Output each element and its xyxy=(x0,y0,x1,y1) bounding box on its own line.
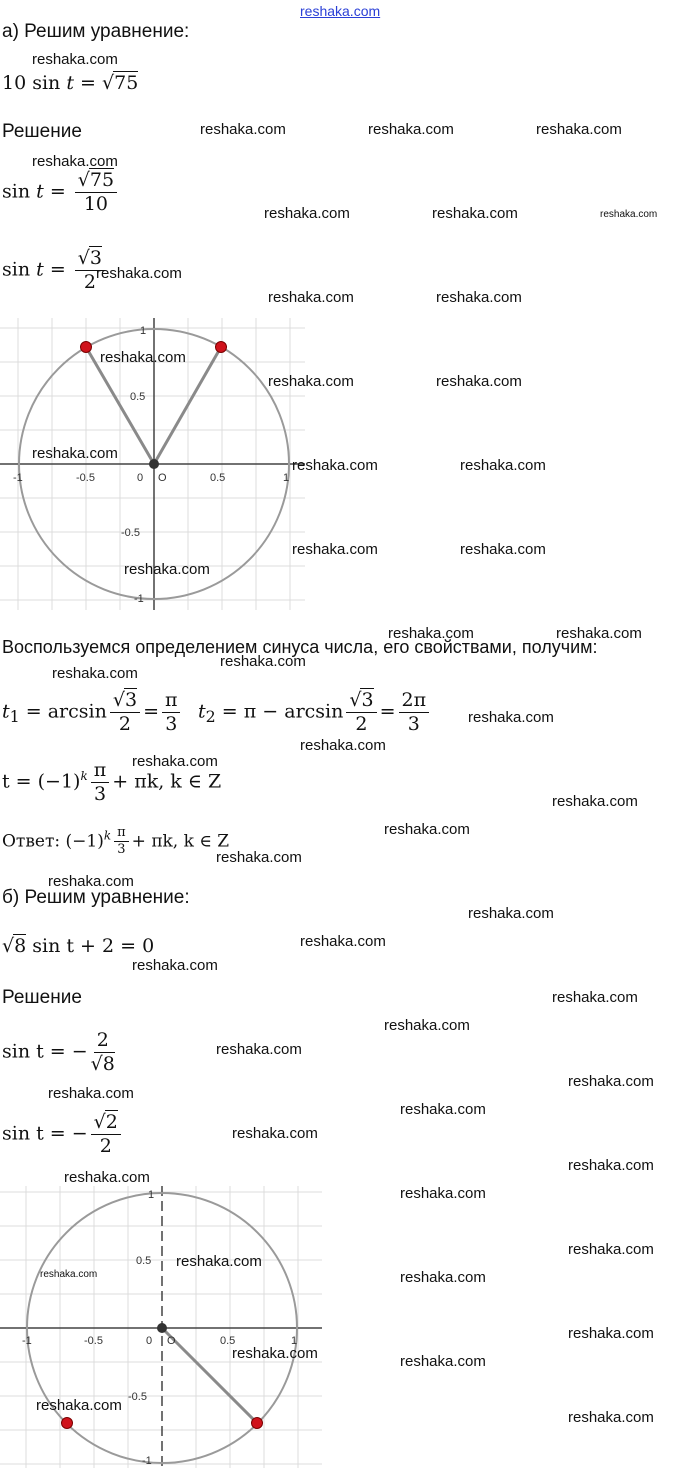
y-tick-a-05: 0.5 xyxy=(130,391,146,403)
x-tick-a-0: 0 xyxy=(137,472,144,484)
x-tick-b-1: 1 xyxy=(291,1335,298,1347)
part-a-step2: sin t = $\frac{√3}{2}$ xyxy=(2,248,108,293)
x-tick-a-05: 0.5 xyxy=(210,472,226,484)
watermark: reshaka.com xyxy=(100,349,186,366)
watermark: reshaka.com xyxy=(568,1325,654,1342)
watermark: reshaka.com xyxy=(400,1353,486,1370)
watermark: reshaka.com xyxy=(96,265,182,282)
watermark: reshaka.com xyxy=(436,289,522,306)
watermark: reshaka.com xyxy=(132,753,218,770)
definition-text: Воспользуемся определением синуса числа, его свойствами, получим: xyxy=(2,637,598,657)
watermark: reshaka.com xyxy=(460,457,546,474)
y-tick-b-1: 1 xyxy=(148,1189,155,1201)
watermark: reshaka.com xyxy=(40,1269,98,1280)
y-tick-b-neg1: -1 xyxy=(142,1455,152,1467)
general-solution: $t = (-1)^k$ $\frac{\pi}{3}$ + πk, k ∈ Z xyxy=(2,759,222,805)
watermark: reshaka.com xyxy=(568,1073,654,1090)
watermark: reshaka.com xyxy=(32,51,118,68)
y-tick-a-neg05: -0.5 xyxy=(121,527,140,539)
watermark: reshaka.com xyxy=(48,873,134,890)
watermark: reshaka.com xyxy=(32,445,118,462)
watermark: reshaka.com xyxy=(400,1185,486,1202)
watermark: reshaka.com xyxy=(64,1169,150,1186)
watermark: reshaka.com xyxy=(384,1017,470,1034)
y-tick-a-neg1: -1 xyxy=(134,593,144,605)
x-tick-a-neg1: -1 xyxy=(13,472,23,484)
watermark: reshaka.com xyxy=(536,121,622,138)
watermark: reshaka.com xyxy=(220,653,306,670)
watermark: reshaka.com xyxy=(436,373,522,390)
y-tick-b-05: 0.5 xyxy=(136,1255,152,1267)
x-tick-b-neg1: -1 xyxy=(22,1335,32,1347)
watermark: reshaka.com xyxy=(552,793,638,810)
y-tick-a-1: 1 xyxy=(140,325,147,337)
part-b-solution-label: Решение xyxy=(2,987,82,1008)
watermark: reshaka.com xyxy=(432,205,518,222)
t2-formula: $t_2 = \pi - \arcsin$ $\frac{√3}{2}$ = $\frac{2\pi}{3}$ xyxy=(198,690,432,735)
watermark: reshaka.com xyxy=(568,1409,654,1426)
watermark: reshaka.com xyxy=(568,1241,654,1258)
part-a-step1: sin t = $\frac{√75}{10}$ xyxy=(2,170,120,215)
watermark: reshaka.com xyxy=(300,737,386,754)
x-tick-a-neg05: -0.5 xyxy=(76,472,95,484)
watermark: reshaka.com xyxy=(216,1041,302,1058)
watermark: reshaka.com xyxy=(32,153,118,170)
watermark: reshaka.com xyxy=(568,1157,654,1174)
x-tick-b-neg05: -0.5 xyxy=(84,1335,103,1347)
watermark: reshaka.com xyxy=(400,1101,486,1118)
watermark: reshaka.com xyxy=(600,209,658,220)
watermark: reshaka.com xyxy=(468,905,554,922)
site-link-top[interactable]: reshaka.com xyxy=(300,3,381,19)
part-b-heading: б) Решим уравнение: xyxy=(2,887,190,908)
origin-label-a: O xyxy=(158,472,167,484)
watermark: reshaka.com xyxy=(36,1397,122,1414)
watermark: reshaka.com xyxy=(124,561,210,578)
watermark: reshaka.com xyxy=(300,933,386,950)
unit-circle-chart-b xyxy=(0,1186,322,1468)
watermark: reshaka.com xyxy=(400,1269,486,1286)
y-tick-b-neg05: -0.5 xyxy=(128,1391,147,1403)
part-b-step2: sin t = − $\frac{√2}{2}$ xyxy=(2,1112,124,1157)
watermark: reshaka.com xyxy=(384,821,470,838)
watermark: reshaka.com xyxy=(388,625,474,642)
part-a-solution-label: Решение xyxy=(2,121,82,142)
watermark: reshaka.com xyxy=(552,989,638,1006)
watermark: reshaka.com xyxy=(52,665,138,682)
watermark: reshaka.com xyxy=(48,1085,134,1102)
watermark: reshaka.com xyxy=(268,289,354,306)
watermark: reshaka.com xyxy=(556,625,642,642)
answer-a: Ответ: $(-1)^k$ $\frac{\pi}{3}$ + πk, k ∈ Z xyxy=(2,825,230,858)
x-tick-b-05: 0.5 xyxy=(220,1335,236,1347)
watermark: reshaka.com xyxy=(200,121,286,138)
x-tick-b-0: 0 xyxy=(146,1335,153,1347)
origin-label-b: O xyxy=(167,1335,176,1347)
watermark: reshaka.com xyxy=(292,541,378,558)
watermark: reshaka.com xyxy=(368,121,454,138)
watermark: reshaka.com xyxy=(268,373,354,390)
watermark: reshaka.com xyxy=(264,205,350,222)
watermark: reshaka.com xyxy=(292,457,378,474)
x-tick-a-1: 1 xyxy=(283,472,290,484)
watermark: reshaka.com xyxy=(216,849,302,866)
part-a-heading: а) Решим уравнение: xyxy=(2,21,190,42)
t1-formula: $t_1 = \arcsin$ $\frac{√3}{2}$ = $\frac{\pi}{3}$ xyxy=(2,690,183,735)
watermark: reshaka.com xyxy=(232,1125,318,1142)
part-b-step1: sin t = − $\frac{2}{√8}$ xyxy=(2,1029,115,1075)
watermark: reshaka.com xyxy=(460,541,546,558)
part-a-equation: 10 sin t = √75 xyxy=(2,72,139,94)
watermark: reshaka.com xyxy=(232,1345,318,1362)
watermark: reshaka.com xyxy=(468,709,554,726)
part-b-equation: √8 sin t + 2 = 0 xyxy=(2,935,155,957)
watermark: reshaka.com xyxy=(176,1253,262,1270)
watermark: reshaka.com xyxy=(132,957,218,974)
